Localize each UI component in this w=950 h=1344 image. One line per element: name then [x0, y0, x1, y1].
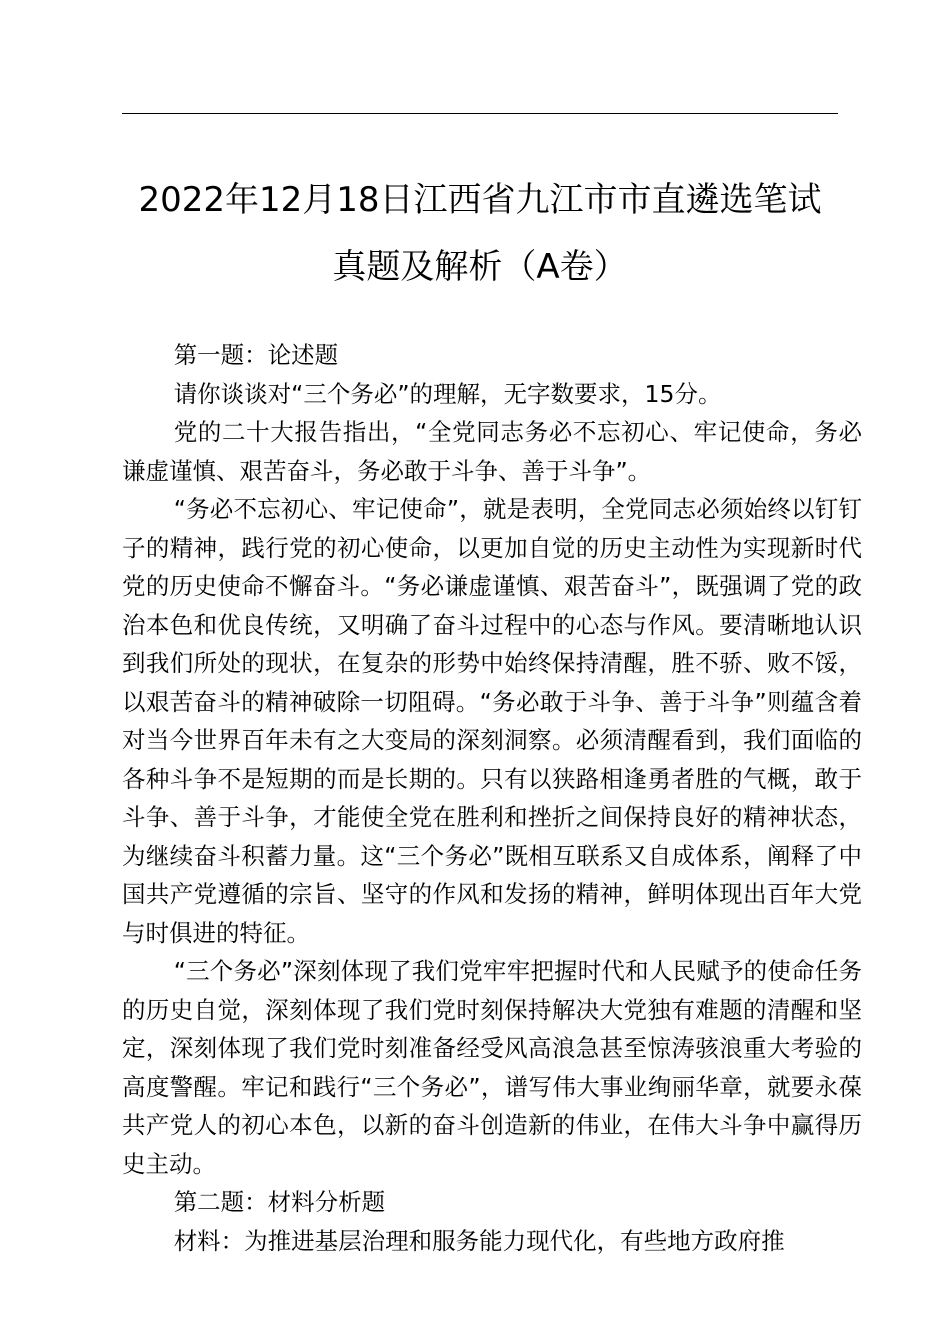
section-1-paragraph: “务必不忘初心、牢记使命”，就是表明，全党同志必须始终以钉钉子的精神，践行党的初心使命，以更加自觉的历史主动性为实现新时代党的历史使命不懈奋斗。“务必谦虚谨慎、艰苦奋斗”，既强调了党的政治本色和优良传统，又明确了奋斗过程中的心态与作风。要清晰地认识到我们所处的现状，在复杂的形势中始终保持清醒，胜不骄、败不馁，以艰苦奋斗的精神破除一切阻碍。“务必敢于斗争、善于斗争”则蕴含着对当今世界百年未有之大变局的深刻洞察。必须清醒看到，我们面临的各种斗争不是短期的而是长期的。只有以狭路相逢勇者胜的气概，敢于斗争、善于斗争，才能使全党在胜利和挫折之间保持良好的精神状态，为继续奋斗积蓄力量。这“三个务必”既相互联系又自成体系，阐释了中国共产党遵循的宗旨、坚守的作风和发扬的精神，鲜明体现出百年大党与时俱进的特征。: [122, 495, 862, 947]
document-body: [122, 336, 862, 1260]
document-title-line-2: 真题及解析（A卷）: [332, 247, 628, 287]
section-1-paragraph: “三个务必”深刻体现了我们党牢牢把握时代和人民赋予的使命任务的历史自觉，深刻体现了我们党时刻保持解决大党独有难题的清醒和坚定，深刻体现了我们党时刻准备经受风高浪急甚至惊涛骇浪重大考验的高度警醒。牢记和践行“三个务必”，谱写伟大事业绚丽华章，就要永葆共产党人的初心本色，以新的奋斗创造新的伟业，在伟大斗争中赢得历史主动。: [122, 957, 862, 1178]
header-rule: [122, 113, 838, 114]
section-1-heading: 第一题：论述题: [173, 341, 339, 369]
section-1-paragraph: 党的二十大报告指出，“全党同志务必不忘初心、牢记使命，务必谦虚谨慎、艰苦奋斗，务必敢于斗争、善于斗争”。: [122, 418, 862, 485]
document-title-line-1: 2022年12月18日江西省九江市市直遴选笔试: [138, 180, 822, 220]
section-2-material: 材料：为推进基层治理和服务能力现代化，有些地方政府推: [173, 1226, 785, 1255]
section-1-question: 请你谈谈对“三个务必”的理解，无字数要求，15分。: [173, 379, 722, 408]
section-2-heading: 第二题：材料分析题: [173, 1188, 386, 1216]
